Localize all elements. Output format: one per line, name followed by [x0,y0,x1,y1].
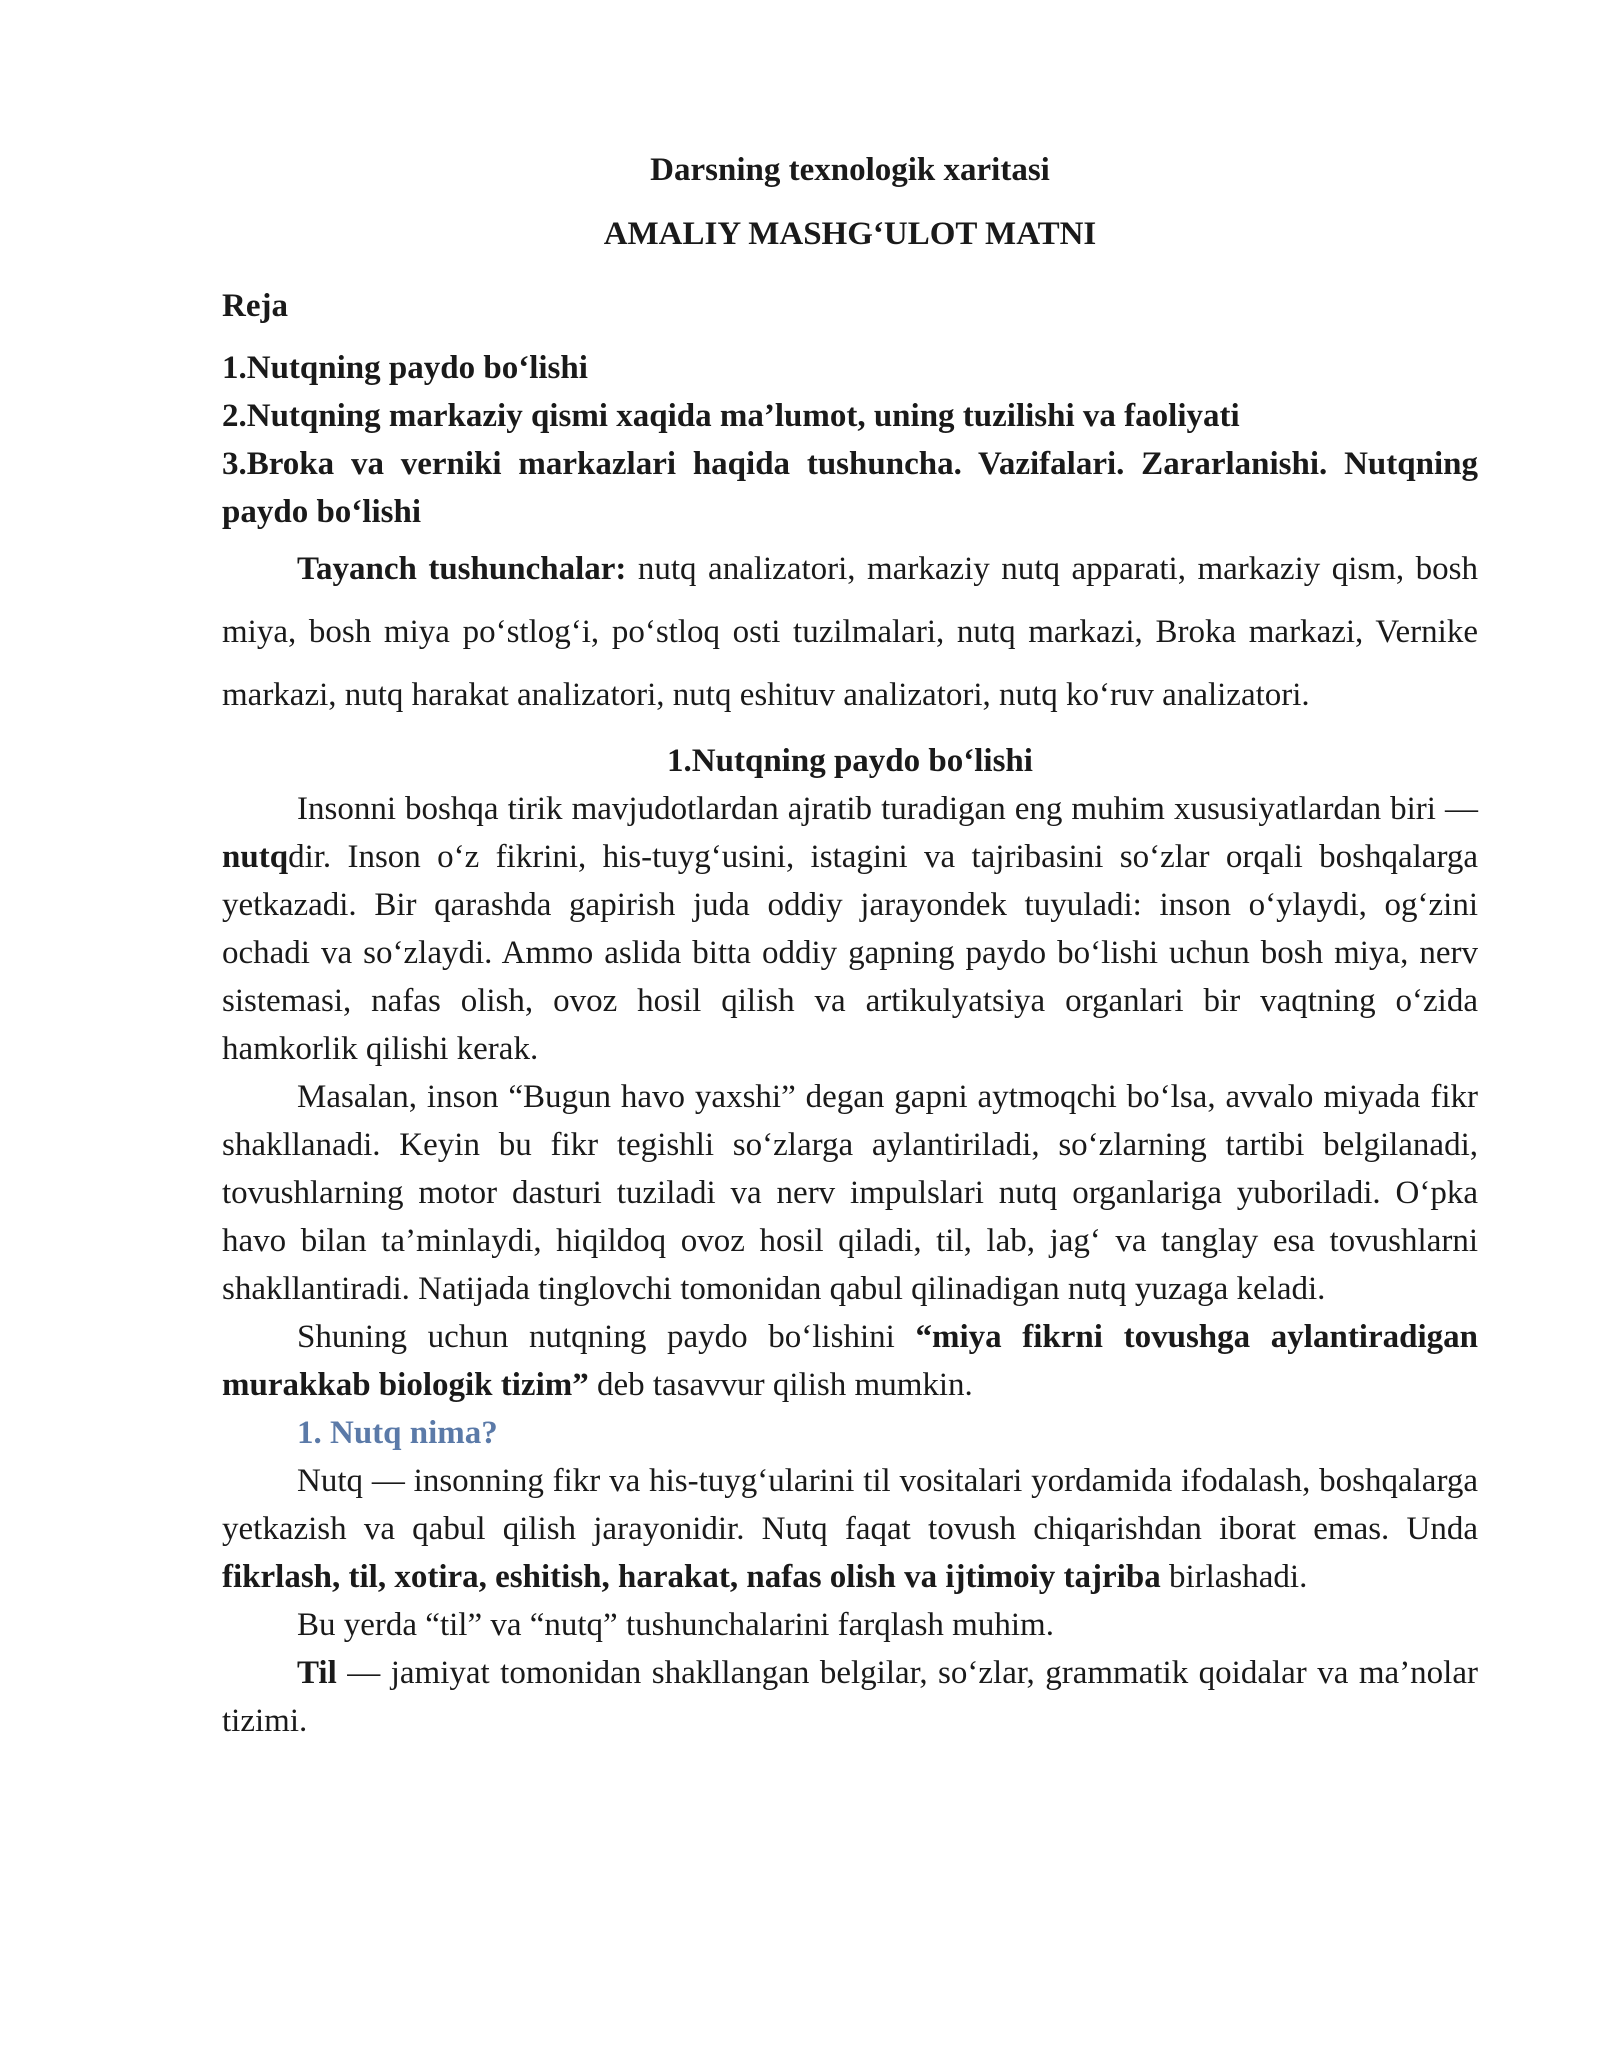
section-paragraph [222,785,1478,1073]
paragraph-bold-text: “miya fikrni tovushga aylantiradigan murakkab biologik tizim” [222,1319,1478,1403]
plan-heading: Reja [222,288,288,324]
subsection-paragraph: Bu yerda “til” va “nutq” tushunchalarini farqlash muhim. [297,1607,1054,1643]
paragraph-text: — jamiyat tomonidan shakllangan belgilar, so‘zlar, grammatik qoidalar va ma’nolar tizimi. [222,1655,1478,1739]
section-paragraph [222,1313,1478,1409]
plan-item: 3.Broka va verniki markazlari haqida tushuncha. Vazifalari. Zararlanishi. Nutqning paydo bo‘lishi [222,446,1478,530]
plan-item: 1.Nutqning paydo bo‘lishi [222,350,588,386]
subsection-title: 1. Nutq nima? [297,1415,498,1451]
paragraph-text: deb tasavvur qilish mumkin. [588,1367,973,1403]
subsection-paragraph [222,1649,1478,1745]
paragraph-bold-text: Til [297,1655,337,1691]
key-terms-paragraph [222,538,1478,727]
paragraph-text: birlashadi. [1160,1559,1308,1595]
plan-list [222,344,1478,536]
section-title: 1.Nutqning paydo bo‘lishi [667,743,1033,779]
paragraph-bold-text: nutq [222,839,289,875]
paragraph-text: Shuning uchun nutqning paydo bo‘lishini [297,1319,916,1355]
paragraph-text: Insonni boshqa tirik mavjudotlardan ajratib turadigan eng muhim xususiyatlardan biri — [297,791,1478,827]
section-paragraph: Masalan, inson “Bugun havo yaxshi” degan gapni aytmoqchi bo‘lsa, avvalo miyada fikr shakllanadi. Keyin bu fikr tegishli so‘zlarga aylantiriladi, so‘zlarning tartibi belgilanadi, tovushlarning motor dasturi tuziladi va nerv impulslari nutq organlariga yuboriladi. O‘pka havo bilan ta’minlaydi, hiqildoq ovoz hosil qiladi, til, lab, jag‘ va tanglay esa tovushlarni shakllantiradi. Natijada tinglovchi tomonidan qabul qilinadigan nutq yuzaga keladi. [222,1079,1478,1307]
plan-item: 2.Nutqning markaziy qismi xaqida ma’lumot, uning tuzilishi va faoliyati [222,398,1240,434]
paragraph-text: dir. Inson o‘z fikrini, his-tuyg‘usini, istagini va tajribasini so‘zlar orqali boshqalarga yetkazadi. Bir qarashda gapirish juda oddiy jarayondek tuyuladi: inson o‘ylaydi, og‘zini ochadi va so‘zlaydi. Ammo aslida bitta oddiy gapning paydo bo‘lishi uchun bosh miya, nerv sistemasi, nafas olish, ovoz hosil qilish va artikulyatsiya organlari bir vaqtning o‘zida hamkorlik qilishi kerak. [222,839,1478,1067]
paragraph-text: Nutq — insonning fikr va his-tuyg‘ularini til vositalari yordamida ifodalash, boshqalarga yetkazish va qabul qilish jarayonidir. Nutq faqat tovush chiqarishdan iborat emas. Unda [222,1463,1478,1547]
paragraph-bold-text: fikrlash, til, xotira, eshitish, harakat, nafas olish va ijtimoiy tajriba [222,1559,1161,1595]
document-title: Darsning texnologik xaritasi [650,152,1050,188]
document-subtitle: AMALIY MASHG‘ULOT MATNI [603,216,1097,252]
key-terms-text: nutq analizatori, markaziy nutq apparati, markaziy qism, bosh miya, bosh miya po‘stlog‘i, po‘stloq osti tuzilmalari, nutq markazi, Broka markazi, Vernike markazi, nutq harakat analizatori, nutq eshituv analizatori, nutq ko‘ruv analizatori. [222,551,1478,713]
key-terms-label: Tayanch tushunchalar: [297,551,627,587]
subsection-paragraph [222,1457,1478,1601]
